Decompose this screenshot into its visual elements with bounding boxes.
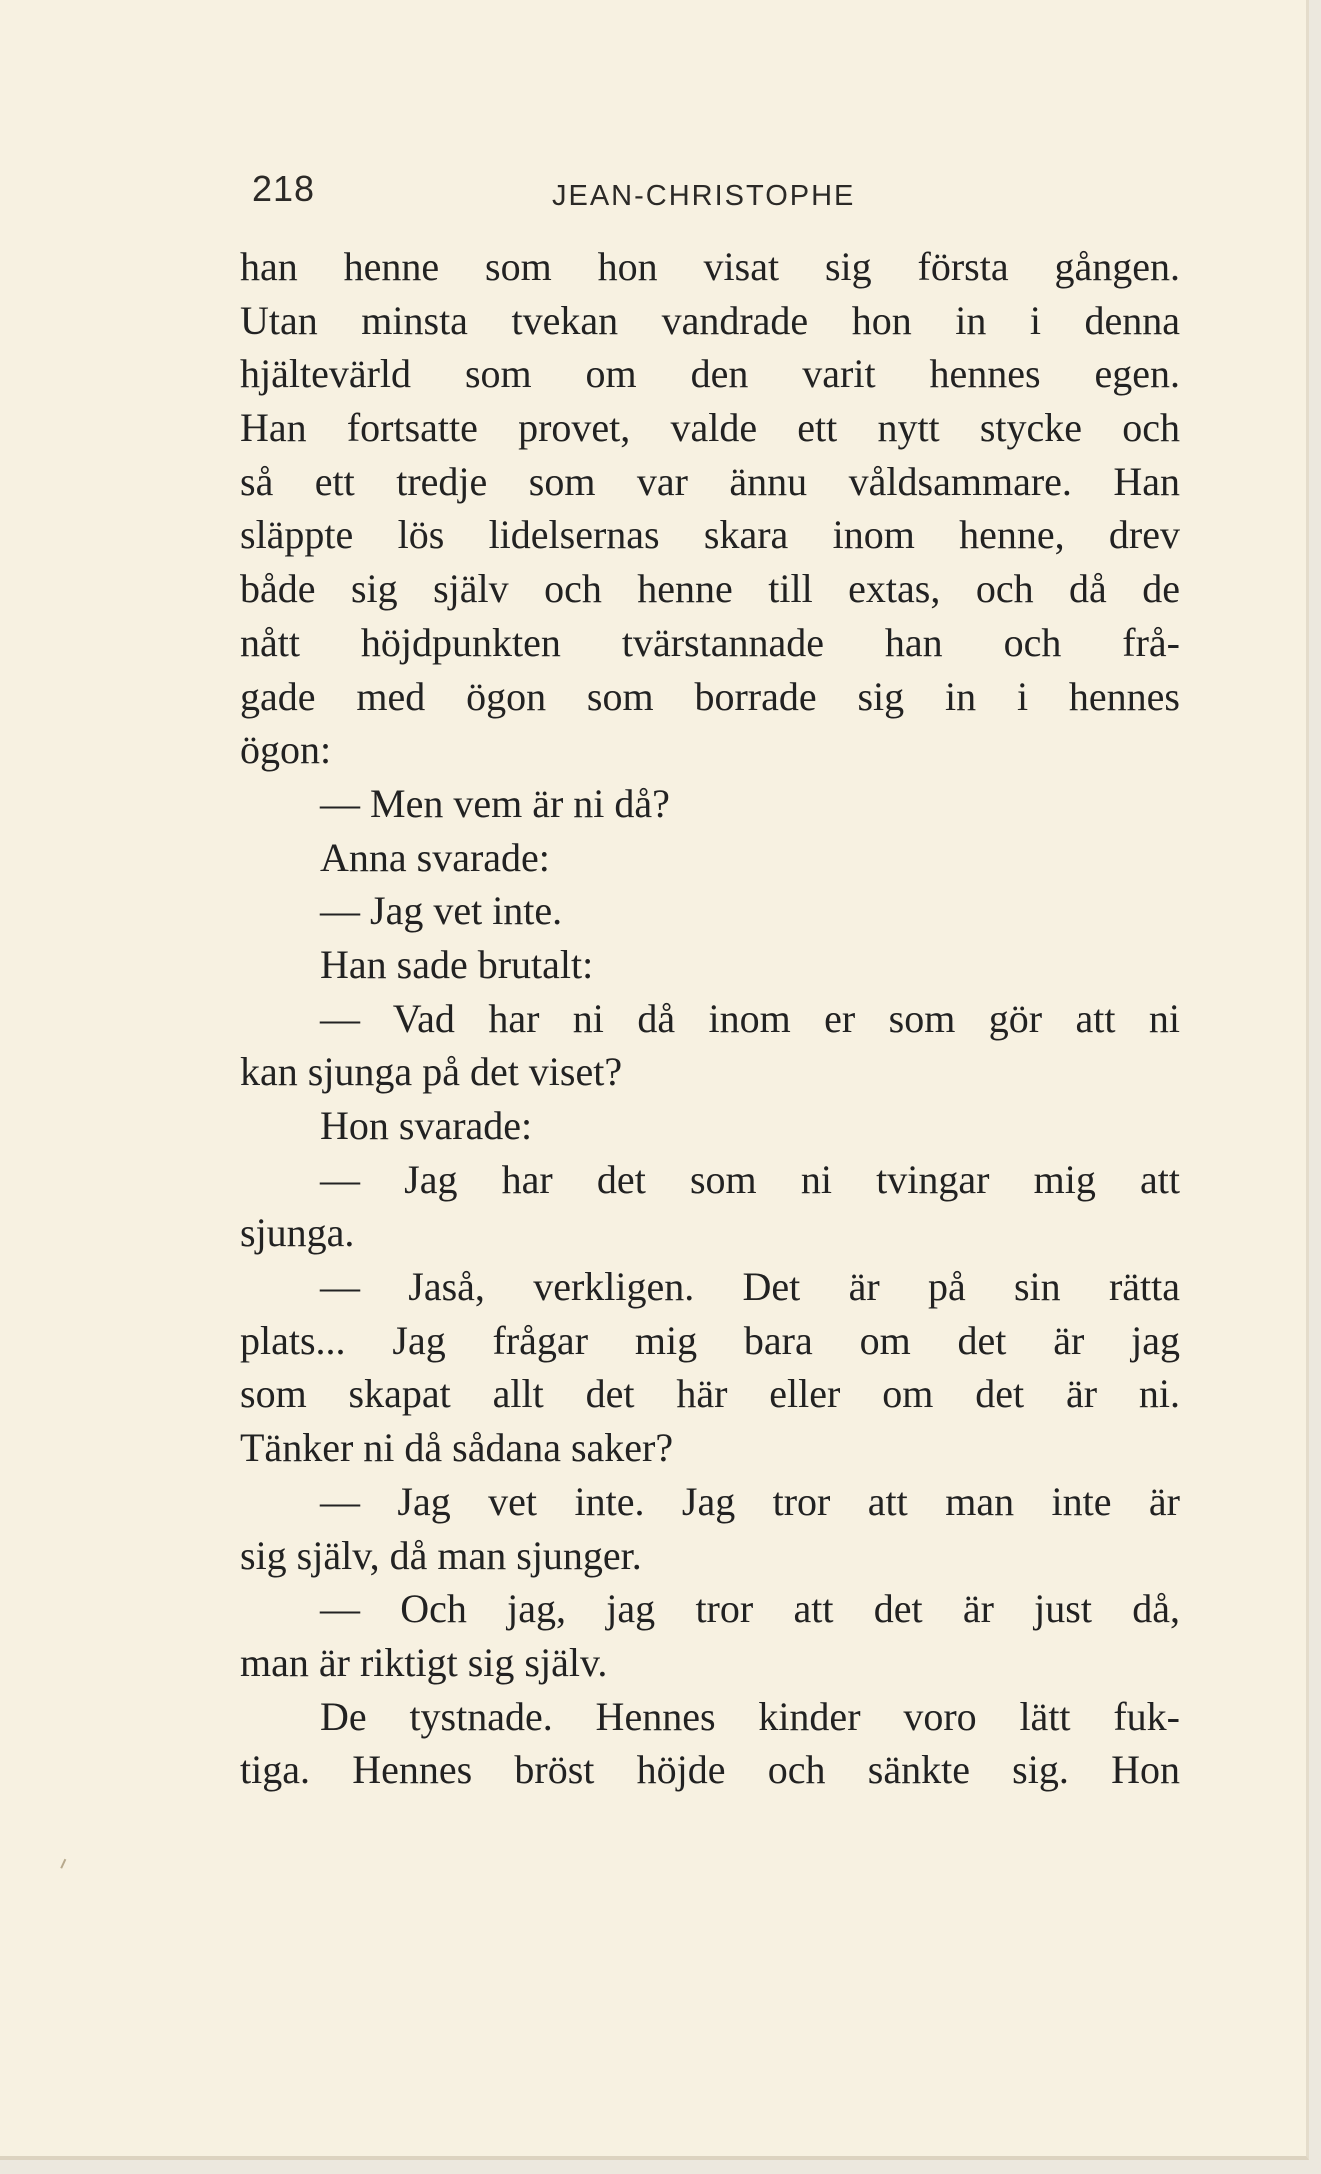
text-line: plats... Jag frågar mig bara om det är jag bbox=[240, 1317, 1180, 1363]
text-line: som skapat allt det här eller om det är ni. bbox=[240, 1371, 1180, 1417]
text-line: hjältevärld som om den varit hennes egen. bbox=[240, 351, 1180, 397]
text-line: tiga. Hennes bröst höjde och sänkte sig. Hon bbox=[240, 1747, 1180, 1793]
dialogue-line: — Men vem är ni då? bbox=[320, 780, 670, 826]
dialogue-line: — Jag har det som ni tvingar mig att bbox=[320, 1156, 1180, 1202]
page-header bbox=[252, 168, 1052, 228]
text-line: nått höjdpunkten tvärstannade han och frå- bbox=[240, 619, 1180, 665]
text-line: så ett tredje som var ännu våldsammare. Han bbox=[240, 458, 1180, 504]
text-line: De tystnade. Hennes kinder voro lätt fuk- bbox=[320, 1693, 1180, 1739]
text-line: kan sjunga på det viset? bbox=[240, 1049, 623, 1095]
text-line: släppte lös lidelsernas skara inom henne, drev bbox=[240, 512, 1180, 558]
paper-speck bbox=[60, 1859, 71, 1871]
dialogue-line: — Jag vet inte. Jag tror att man inte är bbox=[320, 1478, 1180, 1524]
text-line: Utan minsta tvekan vandrade hon in i denna bbox=[240, 297, 1180, 343]
text-line: sjunga. bbox=[240, 1210, 355, 1256]
text-line: han henne som hon visat sig första gången. bbox=[240, 244, 1180, 289]
text-line: Anna svarade: bbox=[320, 834, 550, 880]
dialogue-line: — Jaså, verkligen. Det är på sin rätta bbox=[320, 1264, 1180, 1310]
text-line: Han sade brutalt: bbox=[320, 941, 594, 987]
text-line: Han fortsatte provet, valde ett nytt stycke och bbox=[240, 405, 1180, 451]
page-number: 218 bbox=[252, 168, 316, 209]
body-text bbox=[240, 240, 1180, 1797]
dialogue-line: — Vad har ni då inom er som gör att ni bbox=[320, 995, 1180, 1041]
text-line: ögon: bbox=[240, 727, 332, 773]
running-title: JEAN-CHRISTOPHE bbox=[552, 180, 856, 212]
text-line: både sig själv och henne till extas, och då de bbox=[240, 566, 1180, 612]
dialogue-line: — Och jag, jag tror att det är just då, bbox=[320, 1586, 1180, 1632]
dialogue-line: — Jag vet inte. bbox=[320, 888, 563, 934]
text-line: Hon svarade: bbox=[320, 1103, 533, 1148]
text-line: Tänker ni då sådana saker? bbox=[240, 1425, 674, 1471]
text-line: man är riktigt sig själv. bbox=[240, 1639, 608, 1685]
text-line: gade med ögon som borrade sig in i hennes bbox=[240, 673, 1180, 719]
text-line: sig själv, då man sjunger. bbox=[240, 1532, 642, 1578]
